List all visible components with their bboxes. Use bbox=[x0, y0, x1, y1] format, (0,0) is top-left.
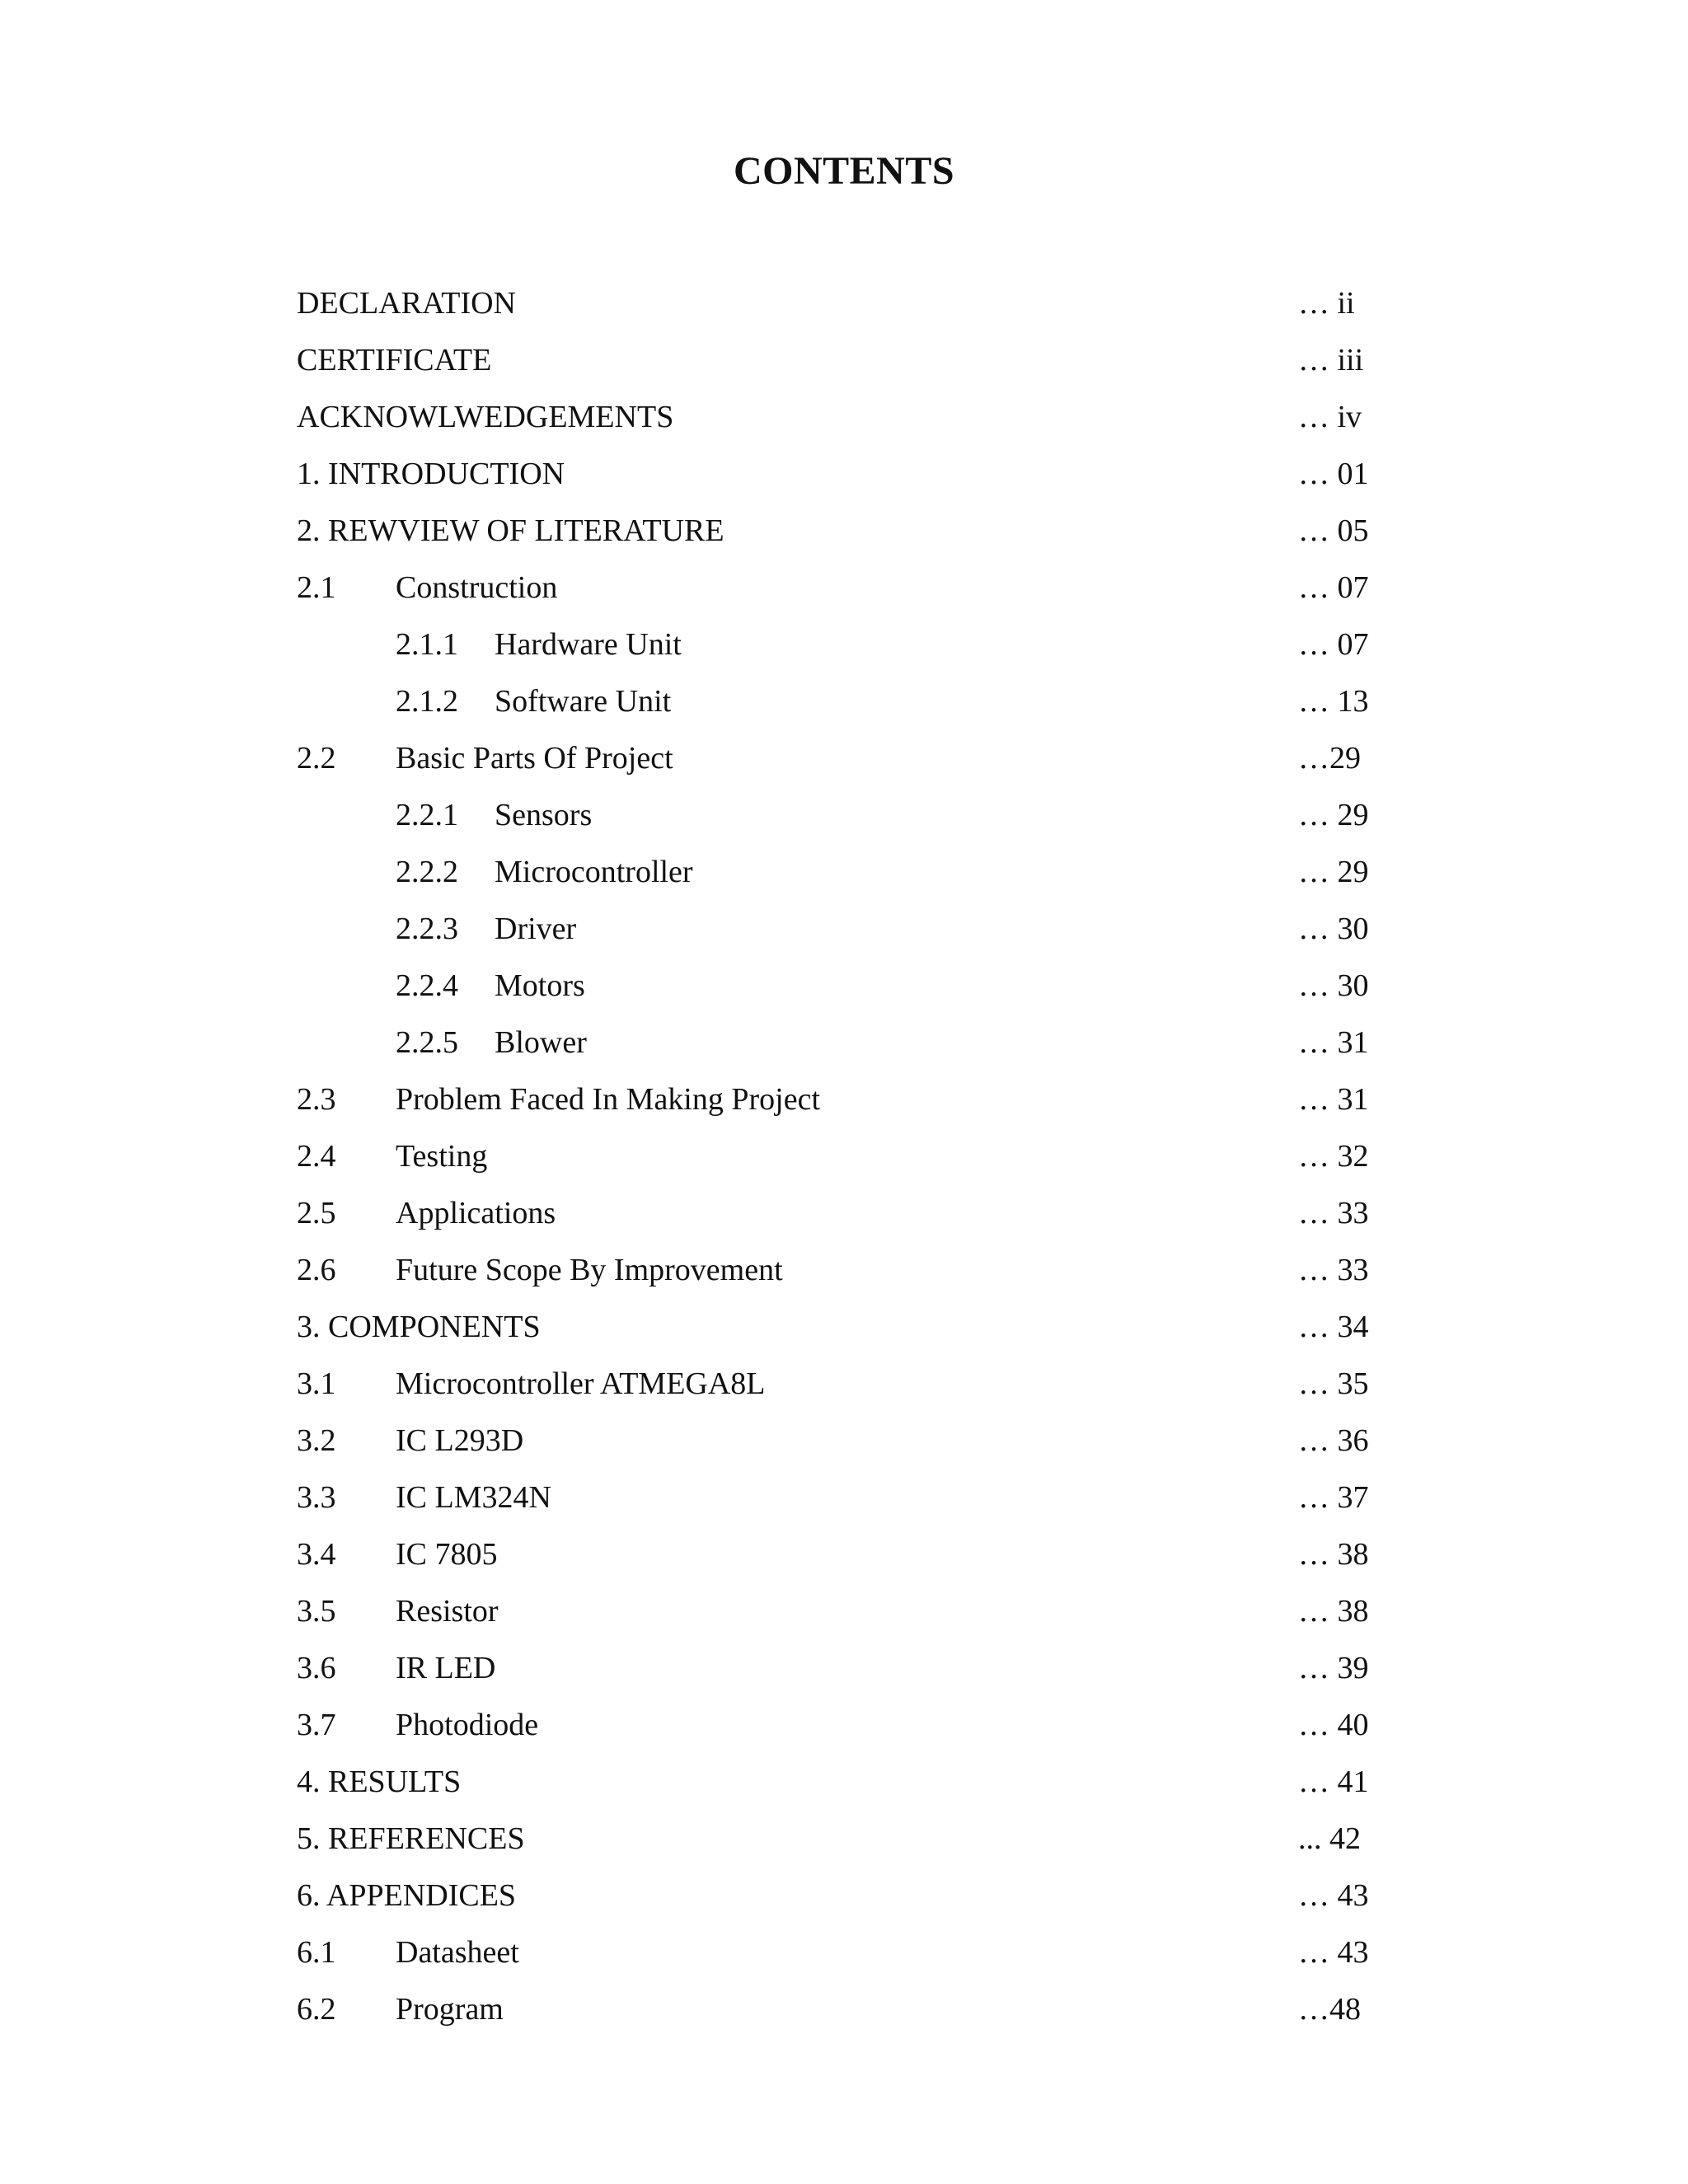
toc-entry-3-5 bbox=[0, 1583, 1688, 1640]
toc-entry-3-3 bbox=[0, 1469, 1688, 1526]
toc-entry-page: … 38 bbox=[1298, 1594, 1369, 1629]
toc-entry-label: 5. REFERENCES bbox=[297, 1821, 525, 1856]
toc-entry-label: 3. COMPONENTS bbox=[297, 1310, 541, 1344]
toc-entry-6-2 bbox=[0, 1981, 1688, 2038]
toc-entry-page: … 07 bbox=[1298, 570, 1369, 605]
toc-entry-2-2-1 bbox=[0, 787, 1688, 844]
toc-entry-2-1 bbox=[0, 560, 1688, 616]
toc-entry-2-2-2 bbox=[0, 844, 1688, 901]
toc-entry-introduction bbox=[0, 446, 1688, 503]
toc-entry-appendices bbox=[0, 1868, 1688, 1924]
toc-entry-page: … 34 bbox=[1298, 1310, 1369, 1344]
toc-entry-page: … 31 bbox=[1298, 1082, 1369, 1117]
toc-entry-label: Microcontroller bbox=[495, 855, 693, 889]
toc-entry-3-7 bbox=[0, 1697, 1688, 1754]
toc-entry-3-2 bbox=[0, 1413, 1688, 1469]
table-of-contents bbox=[0, 275, 1688, 2038]
toc-entry-page: … 30 bbox=[1298, 912, 1369, 946]
toc-entry-number: 2.2 bbox=[297, 741, 336, 776]
toc-entry-label: 4. RESULTS bbox=[297, 1765, 462, 1799]
toc-entry-page: …48 bbox=[1298, 1992, 1361, 2027]
toc-entry-page: … 37 bbox=[1298, 1480, 1369, 1515]
toc-entry-results bbox=[0, 1754, 1688, 1811]
toc-entry-components bbox=[0, 1299, 1688, 1356]
toc-entry-page: … 39 bbox=[1298, 1651, 1369, 1685]
toc-entry-2-2-5 bbox=[0, 1015, 1688, 1071]
toc-entry-number: 2.2.3 bbox=[396, 912, 458, 946]
toc-entry-page: … 40 bbox=[1298, 1708, 1369, 1742]
toc-entry-label: ACKNOWLWEDGEMENTS bbox=[297, 400, 674, 434]
toc-entry-label: IC L293D bbox=[396, 1423, 524, 1458]
toc-entry-number: 2.2.1 bbox=[396, 798, 458, 832]
toc-entry-label: IR LED bbox=[396, 1651, 496, 1685]
toc-entry-number: 2.1.2 bbox=[396, 684, 458, 719]
toc-entry-acknowledgements bbox=[0, 389, 1688, 446]
toc-entry-label: Blower bbox=[495, 1025, 587, 1060]
toc-entry-label: Resistor bbox=[396, 1594, 499, 1629]
toc-entry-number: 2.2.2 bbox=[396, 855, 458, 889]
toc-entry-2-2 bbox=[0, 730, 1688, 787]
toc-entry-label: Basic Parts Of Project bbox=[396, 741, 673, 776]
toc-entry-2-2-3 bbox=[0, 901, 1688, 958]
toc-entry-page: … 43 bbox=[1298, 1878, 1369, 1913]
toc-entry-number: 2.3 bbox=[297, 1082, 336, 1117]
toc-entry-label: Future Scope By Improvement bbox=[396, 1253, 783, 1287]
toc-entry-2-5 bbox=[0, 1185, 1688, 1242]
toc-entry-page: … iii bbox=[1298, 343, 1364, 377]
toc-entry-page: … 30 bbox=[1298, 968, 1369, 1003]
toc-entry-label: Program bbox=[396, 1992, 504, 2027]
toc-entry-number: 2.2.4 bbox=[396, 968, 458, 1003]
toc-entry-page: … 29 bbox=[1298, 855, 1369, 889]
toc-entry-page: … 01 bbox=[1298, 457, 1369, 491]
toc-entry-number: 6.1 bbox=[297, 1935, 336, 1970]
toc-entry-3-6 bbox=[0, 1640, 1688, 1697]
toc-entry-number: 3.4 bbox=[297, 1537, 336, 1572]
toc-entry-references bbox=[0, 1811, 1688, 1868]
toc-entry-2-2-4 bbox=[0, 958, 1688, 1015]
toc-entry-number: 2.5 bbox=[297, 1196, 336, 1230]
toc-entry-number: 3.7 bbox=[297, 1708, 336, 1742]
toc-entry-page: … 35 bbox=[1298, 1366, 1369, 1401]
toc-entry-label: Microcontroller ATMEGA8L bbox=[396, 1366, 766, 1401]
toc-entry-3-4 bbox=[0, 1526, 1688, 1583]
toc-entry-page: ... 42 bbox=[1298, 1821, 1361, 1856]
toc-entry-number: 2.1 bbox=[297, 570, 336, 605]
toc-entry-page: … 32 bbox=[1298, 1139, 1369, 1174]
toc-entry-2-4 bbox=[0, 1128, 1688, 1185]
toc-entry-label: Hardware Unit bbox=[495, 627, 682, 662]
toc-entry-2-3 bbox=[0, 1071, 1688, 1128]
toc-entry-page: … 07 bbox=[1298, 627, 1369, 662]
toc-entry-label: DECLARATION bbox=[297, 286, 516, 321]
toc-entry-page: … 43 bbox=[1298, 1935, 1369, 1970]
toc-entry-label: CERTIFICATE bbox=[297, 343, 492, 377]
toc-entry-declaration bbox=[0, 275, 1688, 332]
toc-entry-label: Motors bbox=[495, 968, 585, 1003]
toc-entry-number: 2.6 bbox=[297, 1253, 336, 1287]
toc-entry-3-1 bbox=[0, 1356, 1688, 1413]
toc-entry-label: 6. APPENDICES bbox=[297, 1878, 517, 1913]
toc-entry-review-of-literature bbox=[0, 503, 1688, 560]
toc-entry-number: 6.2 bbox=[297, 1992, 336, 2027]
toc-entry-label: Datasheet bbox=[396, 1935, 519, 1970]
toc-entry-page: … ii bbox=[1298, 286, 1355, 321]
toc-entry-page: … 29 bbox=[1298, 798, 1369, 832]
toc-entry-number: 3.5 bbox=[297, 1594, 336, 1629]
toc-entry-number: 2.1.1 bbox=[396, 627, 458, 662]
toc-entry-label: Sensors bbox=[495, 798, 593, 832]
toc-entry-number: 3.1 bbox=[297, 1366, 336, 1401]
page-title: CONTENTS bbox=[733, 149, 955, 193]
toc-entry-page: … 41 bbox=[1298, 1765, 1369, 1799]
toc-entry-label: 2. REWVIEW OF LITERATURE bbox=[297, 513, 724, 548]
toc-entry-label: Software Unit bbox=[495, 684, 672, 719]
toc-entry-page: … iv bbox=[1298, 400, 1362, 434]
toc-entry-label: IC LM324N bbox=[396, 1480, 551, 1515]
toc-entry-2-1-2 bbox=[0, 673, 1688, 730]
toc-entry-label: Testing bbox=[396, 1139, 488, 1174]
toc-entry-2-1-1 bbox=[0, 616, 1688, 673]
toc-entry-page: … 13 bbox=[1298, 684, 1369, 719]
toc-entry-number: 3.3 bbox=[297, 1480, 336, 1515]
toc-entry-number: 3.6 bbox=[297, 1651, 336, 1685]
toc-entry-page: … 33 bbox=[1298, 1253, 1369, 1287]
toc-entry-2-6 bbox=[0, 1242, 1688, 1299]
toc-entry-6-1 bbox=[0, 1924, 1688, 1981]
toc-entry-label: Photodiode bbox=[396, 1708, 539, 1742]
toc-entry-page: … 33 bbox=[1298, 1196, 1369, 1230]
toc-entry-label: Driver bbox=[495, 912, 577, 946]
toc-entry-label: Construction bbox=[396, 570, 558, 605]
toc-entry-label: Applications bbox=[396, 1196, 556, 1230]
toc-entry-number: 2.4 bbox=[297, 1139, 336, 1174]
toc-entry-label: IC 7805 bbox=[396, 1537, 498, 1572]
toc-entry-page: … 31 bbox=[1298, 1025, 1369, 1060]
toc-entry-label: Problem Faced In Making Project bbox=[396, 1082, 821, 1117]
toc-entry-label: 1. INTRODUCTION bbox=[297, 457, 565, 491]
toc-entry-page: … 38 bbox=[1298, 1537, 1369, 1572]
toc-entry-number: 3.2 bbox=[297, 1423, 336, 1458]
toc-entry-page: … 36 bbox=[1298, 1423, 1369, 1458]
toc-entry-certificate bbox=[0, 332, 1688, 389]
toc-entry-page: … 05 bbox=[1298, 513, 1369, 548]
toc-entry-page: …29 bbox=[1298, 741, 1361, 776]
toc-entry-number: 2.2.5 bbox=[396, 1025, 458, 1060]
